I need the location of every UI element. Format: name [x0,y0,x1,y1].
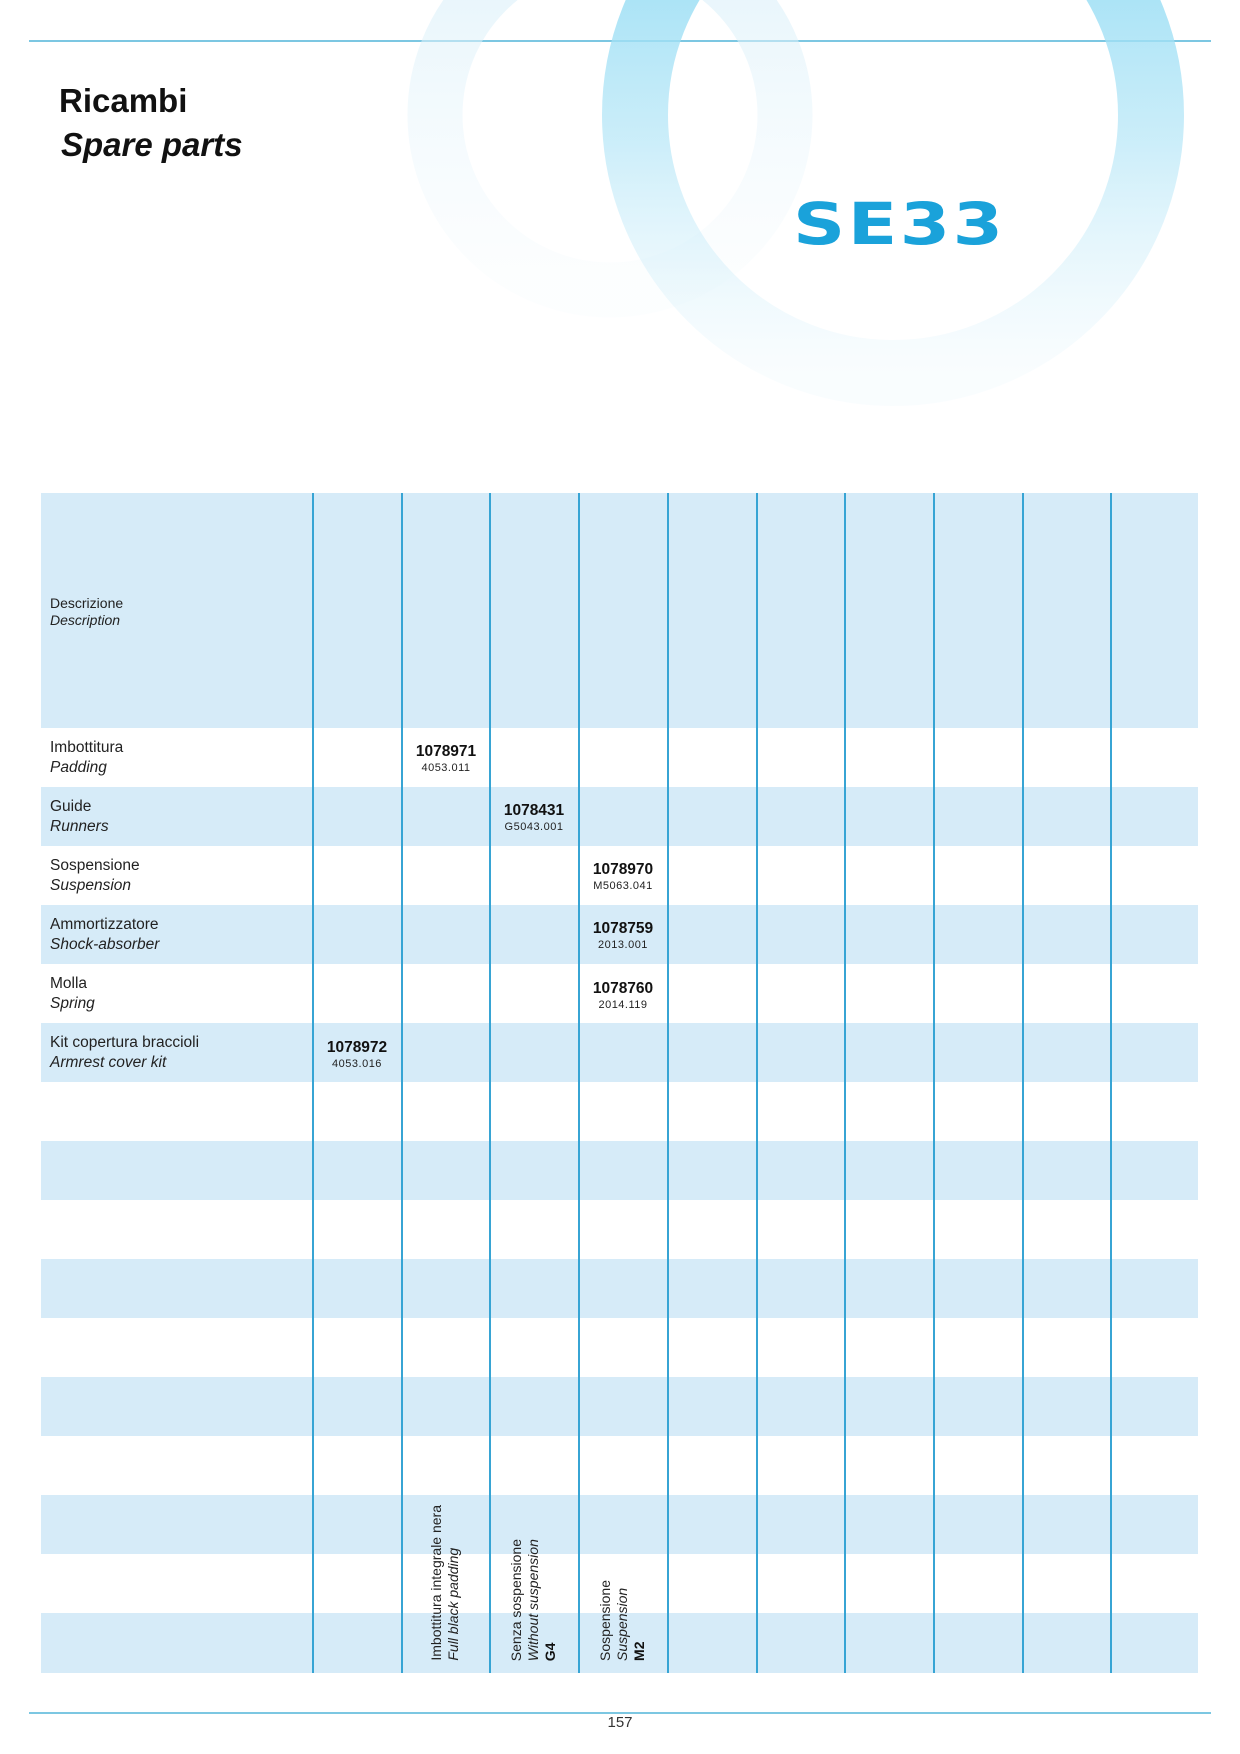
part-number: 1078971 [415,743,477,760]
column-header-it: Senza sospensione [508,1538,524,1661]
column-header-without-suspension [508,1539,559,1661]
part-number: 1078760 [592,980,654,997]
column-header-en: Suspension [614,1587,630,1661]
row-label-it: Sospensione [50,857,140,874]
column-divider [667,493,669,1673]
column-header-code: M2 [631,1641,647,1661]
row-label-en: Shock-absorber [50,936,160,953]
part-cell [490,802,578,834]
part-cell [313,1039,401,1071]
description-header [50,595,123,629]
row-band [41,1259,1198,1318]
page-number: 157 [607,1714,633,1731]
description-header-en: Description [50,612,121,628]
row-label-it: Kit copertura braccioli [50,1034,200,1051]
part-number: 1078970 [592,861,654,878]
row-label-en: Suspension [50,877,132,894]
row-label-en: Runners [50,818,109,835]
column-header-code: G4 [542,1642,558,1661]
row-band [41,1023,1198,1082]
column-header-en: Full black padding [445,1548,461,1661]
row-label-it: Ammortizzatore [50,916,159,933]
part-number: 1078759 [592,920,654,937]
row-band [41,1377,1198,1436]
row-label-runners [50,797,109,837]
model-code: SE33 [793,190,1006,258]
column-divider [933,493,935,1673]
column-header-it: Sospensione [597,1580,613,1661]
part-number: 1078431 [503,802,565,819]
header-band [41,493,1198,728]
part-cell [579,980,667,1012]
column-header-en: Without suspension [525,1538,541,1661]
row-band [41,1141,1198,1200]
part-reference: 2013.001 [598,939,648,951]
row-label-en: Spring [50,995,95,1012]
row-band [41,1495,1198,1554]
part-reference: 2014.119 [598,999,648,1011]
description-header-it: Descrizione [50,595,124,611]
column-divider [312,493,314,1673]
page-title-english: Spare parts [61,126,243,163]
part-reference: 4053.011 [421,762,471,774]
column-divider [1022,493,1024,1673]
column-divider [844,493,846,1673]
column-header-it: Imbottitura integrale nera [428,1505,444,1661]
row-label-en: Armrest cover kit [50,1054,167,1071]
row-label-suspension [50,856,140,896]
row-label-armrest-cover-kit [50,1033,199,1073]
column-divider [489,493,491,1673]
ring-left [435,0,785,290]
part-reference: M5063.041 [593,880,653,892]
row-label-shock-absorber [50,915,159,955]
page-title-italian: Ricambi [59,82,188,119]
part-cell [402,743,490,775]
row-label-en: Padding [50,759,107,776]
part-reference: G5043.001 [504,821,564,833]
column-divider [578,493,580,1673]
decorative-rings [0,0,1240,420]
row-label-spring [50,974,95,1014]
row-label-it: Molla [50,975,88,992]
part-reference: 4053.016 [332,1058,382,1070]
ring-right [635,0,1151,373]
row-label-padding [50,738,123,778]
column-header-full-black-padding [428,1505,462,1661]
row-band [41,787,1198,846]
column-divider [756,493,758,1673]
column-header-suspension [597,1580,648,1661]
part-number: 1078972 [326,1039,388,1056]
part-cell [579,861,667,893]
column-divider [1110,493,1112,1673]
row-label-it: Imbottitura [50,739,124,756]
column-divider [401,493,403,1673]
top-rule [29,40,1211,42]
spare-parts-table [41,493,1198,1673]
row-label-it: Guide [50,798,92,815]
part-cell [579,920,667,952]
